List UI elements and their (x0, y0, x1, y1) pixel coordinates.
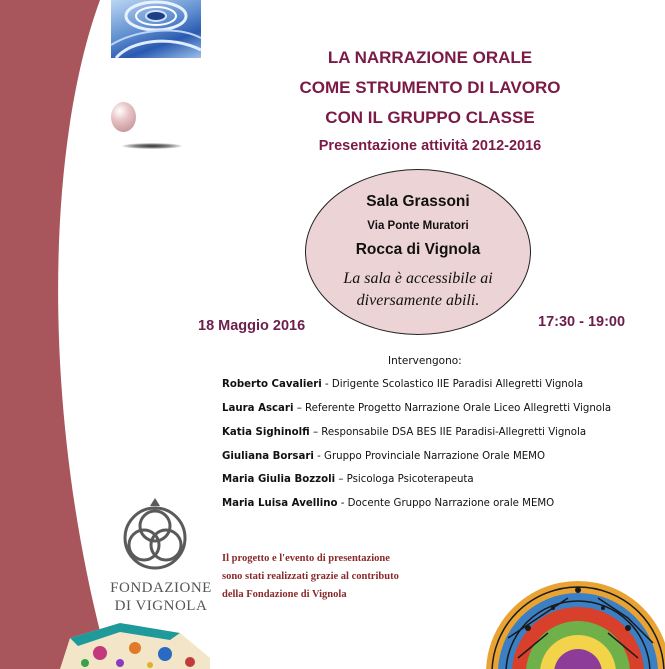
speaker-separator: - (321, 379, 332, 390)
credit-line-1: Il progetto e l'evento di presentazione (222, 553, 390, 564)
speaker-row (222, 403, 611, 414)
speaker-row (222, 474, 474, 485)
credit-line-3: della Fondazione di Vignola (222, 589, 347, 600)
event-date: 18 Maggio 2016 (198, 318, 306, 334)
speaker-separator: – (293, 403, 306, 414)
title-line-1: LA NARRAZIONE ORALE (327, 48, 533, 67)
speaker-name: Maria Luisa Avellino (222, 498, 338, 509)
venue-hall: Sala Grassoni (366, 193, 470, 210)
pearl-shadow (122, 143, 182, 149)
speaker-role: Docente Gruppo Narrazione orale MEMO (347, 498, 555, 509)
speaker-role: Psicologa Psicoterapeuta (346, 474, 474, 485)
speaker-role: Dirigente Scolastico IIE Paradisi Allegretti Vignola (331, 379, 584, 390)
venue-street: Via Ponte Muratori (367, 220, 469, 232)
event-time: 17:30 - 19:00 (538, 314, 626, 330)
fondazione-triquetra-logo (120, 496, 190, 578)
speaker-separator: - (313, 451, 325, 462)
foundation-name-line-1: FONDAZIONE (110, 580, 212, 596)
speaker-row (222, 379, 583, 390)
speakers-heading: Intervengono: (388, 355, 462, 367)
speaker-separator: – (335, 474, 347, 485)
speaker-role: Referente Progetto Narrazione Orale Liceo Allegretti Vignola (305, 403, 612, 414)
speaker-name: Laura Ascari (222, 403, 294, 414)
subtitle: Presentazione attività 2012-2016 (318, 138, 542, 154)
speaker-role: Responsabile DSA BES IIE Paradisi-Allegretti Vignola (321, 427, 587, 438)
pearl-ornament (111, 102, 136, 132)
credit-line-2: sono stati realizzati grazie al contributo (222, 571, 399, 582)
spiral-staircase-photo (111, 0, 201, 58)
speaker-name: Roberto Cavalieri (222, 379, 322, 390)
foundation-name-line-2: DI VIGNOLA (114, 598, 208, 614)
title-line-2: COME STRUMENTO DI LAVORO (299, 78, 561, 97)
speaker-row (222, 451, 545, 462)
speaker-separator: – (309, 427, 322, 438)
colorful-mandala-artwork (478, 578, 665, 669)
speaker-name: Giuliana Borsari (222, 451, 314, 462)
speaker-role: Gruppo Provinciale Narrazione Orale MEMO (324, 451, 545, 462)
title-line-3: CON IL GRUPPO CLASSE (325, 108, 535, 127)
venue-building: Rocca di Vignola (355, 241, 481, 258)
speaker-name: Katia Sighinolfi (222, 427, 310, 438)
accessibility-line-2: diversamente abili. (356, 292, 480, 309)
speaker-separator: - (337, 498, 348, 509)
embroidered-fabric-artwork (60, 618, 210, 669)
speaker-row (222, 427, 586, 438)
venue-accessibility (305, 268, 531, 312)
speaker-name: Maria Giulia Bozzoli (222, 474, 336, 485)
accessibility-line-1: La sala è accessibile ai (343, 270, 493, 287)
speaker-row (222, 498, 554, 509)
